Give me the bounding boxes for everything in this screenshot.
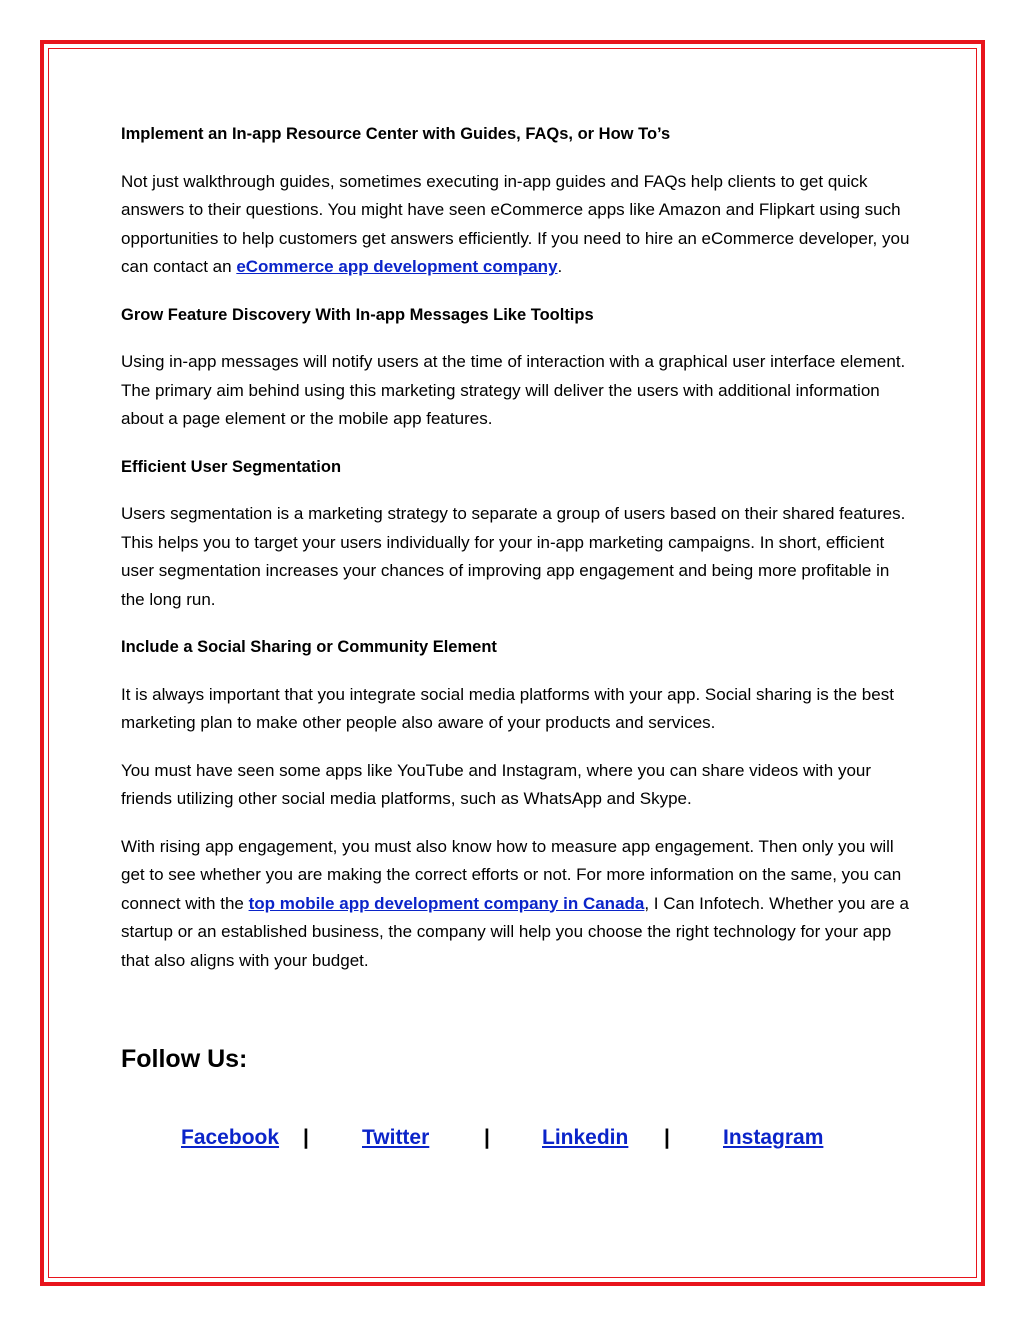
paragraph-youtube-instagram: You must have seen some apps like YouTube and Instagram, where you can share videos with your friends utilizing other social media platforms, such as WhatsApp and Skype. (121, 760, 872, 808)
paragraph-text: With rising app engagement, you must also know how to measure app engagement. Then only you will get to see whether you are making the correct efforts or not. For more information on the same, you can connect with the (121, 836, 902, 913)
paragraph-text: , I Can Infotech. Whether you are a startup or an established business, the company will help you choose the right technology for your app that also aligns with your budget. (121, 893, 909, 970)
paragraph-resource-center (121, 168, 911, 282)
paragraph-feature-discovery: Using in-app messages will notify users at the time of interaction with a graphical user interface element. The primary aim behind using this marketing strategy will deliver the users with additional information about a page element or the mobile app features. (121, 352, 906, 428)
heading-user-segmentation: Efficient User Segmentation (121, 457, 342, 476)
ecommerce-company-link[interactable]: eCommerce app development company (236, 257, 558, 276)
twitter-link[interactable]: Twitter (362, 1126, 430, 1149)
social-links (0, 1122, 1024, 1154)
separator: | (664, 1126, 670, 1149)
facebook-link[interactable]: Facebook (181, 1126, 280, 1149)
linkedin-link[interactable]: Linkedin (542, 1126, 629, 1149)
instagram-link[interactable]: Instagram (723, 1126, 824, 1149)
paragraph-text: Not just walkthrough guides, sometimes executing in-app guides and FAQs help clients to get quick answers to their questions. You might have seen eCommerce apps like Amazon and Flipkart using such opportunities to help customers get answers efficiently. If you need to hire an eCommerce developer, you can contact an (121, 171, 910, 276)
paragraph-social-sharing: It is always important that you integrate social media platforms with your app. Social sharing is the best marketing plan to make other people also aware of your products and services. (121, 684, 894, 732)
mobile-app-company-link[interactable]: top mobile app development company in Canada (248, 893, 645, 913)
paragraph-user-segmentation: Users segmentation is a marketing strategy to separate a group of users based on their shared features. This helps you to target your users individually for your in-app marketing campaigns. In short, efficient user segmentation increases your chances of improving app engagement and being more profitable in the long run. (121, 504, 906, 609)
article-body (121, 120, 911, 994)
heading-feature-discovery: Grow Feature Discovery With In-app Messages Like Tooltips (121, 305, 594, 324)
separator: | (484, 1126, 490, 1149)
paragraph-measure-engagement (121, 833, 911, 976)
separator: | (303, 1126, 309, 1149)
paragraph-text: . (557, 257, 563, 276)
follow-us-title: Follow Us: (121, 1045, 248, 1073)
heading-resource-center: Implement an In-app Resource Center with Guides, FAQs, or How To’s (121, 125, 671, 143)
heading-social-sharing: Include a Social Sharing or Community Element (121, 638, 497, 656)
